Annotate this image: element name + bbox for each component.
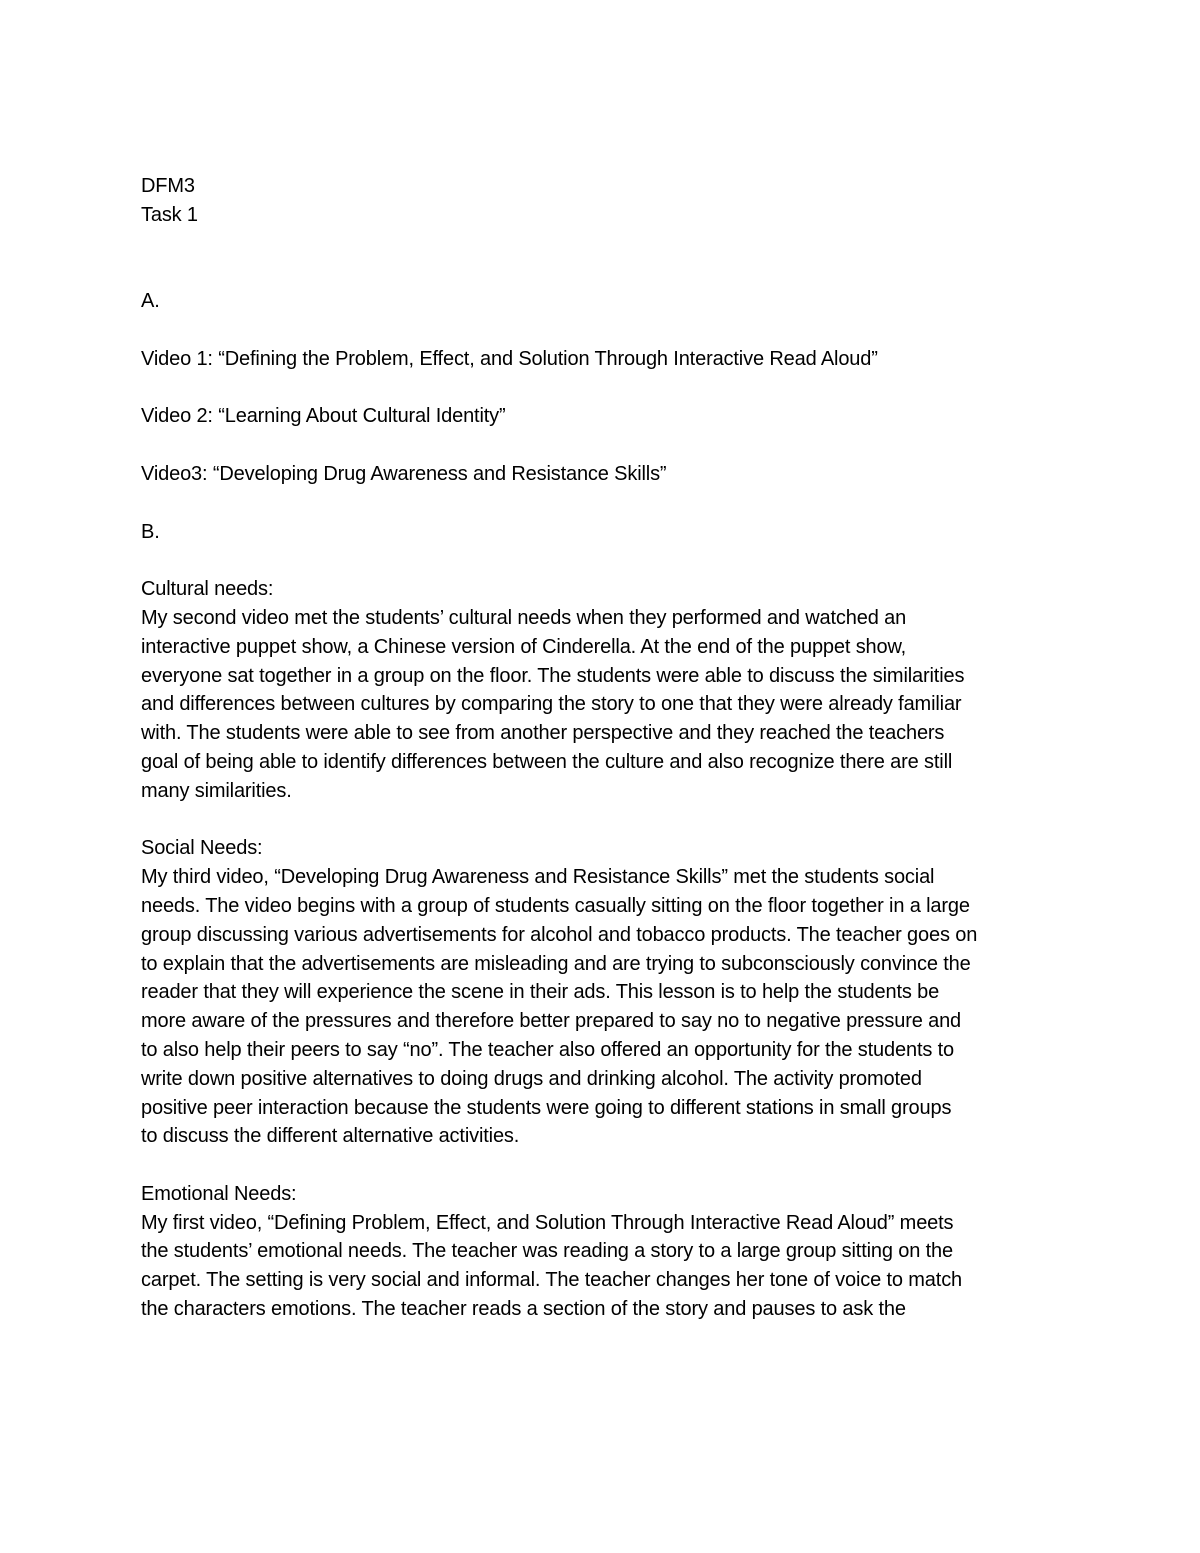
document-body (141, 172, 1066, 1324)
paragraph-line: everyone sat together in a group on the floor. The students were able to discuss the similarities (141, 664, 965, 687)
paragraph-line: the characters emotions. The teacher reads a section of the story and pauses to ask the (141, 1298, 906, 1321)
paragraph-line: reader that they will experience the scene in their ads. This lesson is to help the students be (141, 981, 940, 1004)
social-needs-paragraph (141, 863, 1066, 1151)
section-a-heading: A. (141, 290, 160, 313)
paragraph-line: group discussing various advertisements for alcohol and tobacco products. The teacher goes on (141, 923, 978, 946)
paragraph-line: and differences between cultures by comparing the story to one that they were already familiar (141, 693, 962, 716)
paragraph-line: with. The students were able to see from another perspective and they reached the teachers (141, 722, 945, 745)
cultural-needs-heading: Cultural needs: (141, 578, 274, 601)
paragraph-line: write down positive alternatives to doing drugs and drinking alcohol. The activity promoted (141, 1067, 922, 1090)
video-1-title: Video 1: “Defining the Problem, Effect, and Solution Through Interactive Read Aloud” (141, 347, 878, 370)
video-3-title: Video3: “Developing Drug Awareness and Resistance Skills” (141, 462, 667, 485)
paragraph-line: more aware of the pressures and therefore better prepared to say no to negative pressure and (141, 1010, 962, 1033)
paragraph-line: to explain that the advertisements are misleading and are trying to subconsciously convince the (141, 952, 971, 975)
paragraph-line: positive peer interaction because the students were going to different stations in small groups (141, 1096, 952, 1119)
paragraph-line: carpet. The setting is very social and informal. The teacher changes her tone of voice to match (141, 1269, 963, 1292)
paragraph-line: the students’ emotional needs. The teacher was reading a story to a large group sitting on the (141, 1240, 953, 1263)
cultural-needs-paragraph (141, 604, 1066, 806)
paragraph-line: many similarities. (141, 779, 292, 802)
paragraph-line: My second video met the students’ cultural needs when they performed and watched an (141, 606, 907, 629)
social-needs-heading: Social Needs: (141, 837, 263, 860)
paragraph-line: to also help their peers to say “no”. The teacher also offered an opportunity for the students to (141, 1038, 954, 1061)
paragraph-line: needs. The video begins with a group of students casually sitting on the floor together in a large (141, 894, 970, 917)
course-code: DFM3 (141, 175, 195, 197)
paragraph-line: interactive puppet show, a Chinese version of Cinderella. At the end of the puppet show, (141, 635, 907, 658)
paragraph-line: My first video, “Defining Problem, Effect, and Solution Through Interactive Read Aloud” meets (141, 1211, 954, 1234)
emotional-needs-heading: Emotional Needs: (141, 1182, 297, 1205)
paragraph-line: goal of being able to identify differences between the culture and also recognize there are still (141, 750, 953, 773)
emotional-needs-paragraph (141, 1209, 1066, 1324)
paragraph-line: My third video, “Developing Drug Awareness and Resistance Skills” met the students social (141, 866, 935, 889)
paragraph-line: to discuss the different alternative activities. (141, 1125, 520, 1148)
task-label: Task 1 (141, 203, 198, 226)
video-2-title: Video 2: “Learning About Cultural Identity” (141, 405, 506, 428)
section-b-heading: B. (141, 520, 160, 543)
